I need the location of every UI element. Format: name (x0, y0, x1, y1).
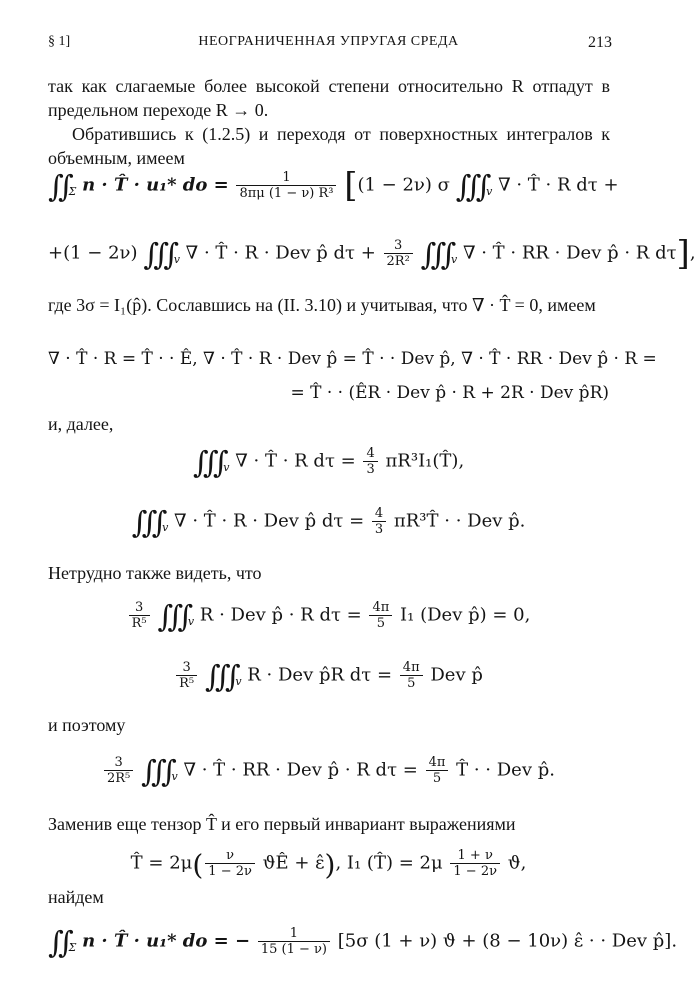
equation-7: $∬_\Sigma$ n · T̂ · u₁* do = − $\frac{1}{15 (1 - \nu)}$ [5σ (1 + ν) ϑ + (8 − 10ν) ε̂ · · Dev p̂]. (48, 925, 678, 961)
equation-4-line-1: $\frac{3}{\text{R⁵}}$ $∭_v$ R · Dev p̂ · R dτ = $\frac{4\pi}{5}$ I₁ (Dev p̂) = 0, (0, 600, 657, 635)
triple-integral-icon: ∭ (204, 659, 236, 695)
triple-integral-icon: ∭ (455, 169, 487, 205)
paragraph-1: так как слагаемые более высокой степени относительно R отпадут в предельном переходе R → 0. (48, 76, 610, 120)
triple-integral-icon: ∭ (141, 754, 172, 790)
paragraph-4: и, далее, (48, 414, 114, 434)
paragraph-6: и поэтому (48, 715, 126, 735)
equation-3-line-2: $∭_v$ ∇ · T̂ · R · Dev p̂ dτ = $\frac{4}{3}$ πR³T̂ · · Dev p̂. (131, 505, 526, 541)
equation-4-line-2: $\frac{3}{\text{R⁵}}$ $∭_v$ R · Dev p̂R dτ = $\frac{4\pi}{5}$ Dev p̂ (0, 660, 657, 695)
equation-3-line-1: $∭_v$ ∇ · T̂ · R dτ = $\frac{4}{3}$ πR³I₁(T̂), (192, 445, 465, 481)
equation-2-line-2: = T̂ · · (ÊR · Dev p̂ · R + 2R · Dev p̂R) (290, 383, 609, 403)
triple-integral-icon: ∭ (420, 237, 451, 273)
equation-1-line-2: +(1 − 2ν) $∭_v$ ∇ · T̂ · R · Dev p̂ dτ + $\frac{3}{\text{2R²}}$ $∭_v$ ∇ · T̂ · RR · Dev p̂ · R dτ], (48, 233, 696, 274)
section-marker: § 1] (48, 34, 71, 49)
eq1-lhs: n · T̂ · u₁* do = (82, 174, 229, 196)
triple-integral-icon: ∭ (131, 505, 163, 541)
triple-integral-icon: ∭ (157, 599, 188, 635)
running-title: НЕОГРАНИЧЕННАЯ УПРУГАЯ СРЕДА (198, 34, 459, 49)
double-integral-icon: ∬ (48, 169, 69, 205)
triple-integral-icon: ∭ (192, 445, 224, 481)
equation-2-line-1: ∇ · T̂ · R = T̂ · · Ê, ∇ · T̂ · R · Dev p̂ = T̂ · · Dev p̂, ∇ · T̂ · RR · Dev p̂ · R = (48, 349, 657, 369)
triple-integral-icon: ∭ (143, 237, 174, 273)
paragraph-8: найдем (48, 887, 104, 907)
paragraph-2: Обратившись к (1.2.5) и переходя от поверхностных интегралов к объемным, имеем (48, 124, 610, 168)
eq1-coef: (1 − 2ν) σ (357, 174, 450, 196)
eq1-tail: ∇ · T̂ · R dτ + (498, 174, 619, 196)
paragraph-7: Заменив еще тензор T̂ и его первый инвариант выражениями (48, 814, 516, 834)
page-number: 213 (588, 34, 612, 51)
eq1-fraction: $\frac{1}{\text{8πμ (1 − ν) R³}}$ (236, 170, 336, 201)
eq1b-fraction: $\frac{3}{\text{2R²}}$ (384, 238, 413, 269)
equation-1-line-1: $∬_\Sigma$ n · T̂ · u₁* do = $\frac{1}{\text{8πμ (1 − ν) R³}}$ [(1 − 2ν) σ $∭_v$ ∇ · T̂ · R dτ + (48, 165, 619, 206)
paragraph-3: где 3σ = I₁(p̂). Сославшись на (II. 3.10) и учитывая, что ∇ · T̂ = 0, имеем (48, 295, 596, 315)
equation-5: $\frac{3}{\text{2R⁵}}$ $∭_v$ ∇ · T̂ · RR · Dev p̂ · R dτ = $\frac{4\pi}{5}$ T̂ · · Dev p̂. (0, 755, 657, 790)
equation-6: T̂ = 2μ( $\frac{\nu}{1 - 2\nu}$ ϑÊ + ε̂), I₁ (T̂) = 2μ $\frac{1 + \nu}{1 - 2\nu}$ ϑ, (130, 848, 527, 882)
double-integral-icon: ∬ (48, 925, 69, 961)
paragraph-5: Нетрудно также видеть, что (48, 563, 262, 583)
